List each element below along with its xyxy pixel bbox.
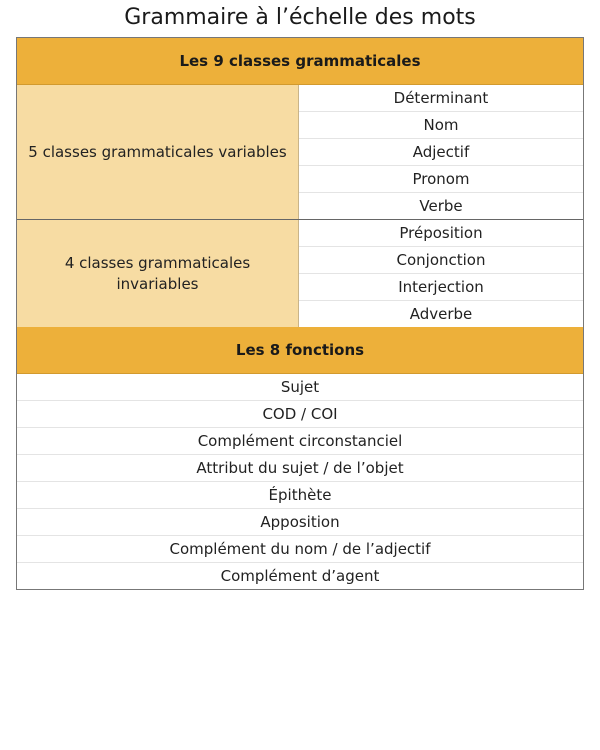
function-item-complement-du-nom: Complément du nom / de l’adjectif [17, 536, 583, 563]
functions-header: Les 8 fonctions [17, 327, 583, 374]
functions-list [17, 374, 583, 589]
classes-header: Les 9 classes grammaticales [17, 38, 583, 85]
function-item-complement-circonstanciel: Complément circonstanciel [17, 428, 583, 455]
variable-classes-list [299, 85, 583, 219]
function-item-cod-coi: COD / COI [17, 401, 583, 428]
class-item-interjection: Interjection [299, 274, 583, 301]
class-item-adverbe: Adverbe [299, 301, 583, 327]
function-item-attribut: Attribut du sujet / de l’objet [17, 455, 583, 482]
class-item-adjectif: Adjectif [299, 139, 583, 166]
grammar-table [16, 37, 584, 590]
function-item-complement-dagent: Complément d’agent [17, 563, 583, 589]
class-item-determinant: Déterminant [299, 85, 583, 112]
class-item-verbe: Verbe [299, 193, 583, 219]
function-item-sujet: Sujet [17, 374, 583, 401]
class-item-conjonction: Conjonction [299, 247, 583, 274]
class-item-preposition: Préposition [299, 220, 583, 247]
class-item-nom: Nom [299, 112, 583, 139]
page-title: Grammaire à l’échelle des mots [124, 5, 476, 30]
function-item-apposition: Apposition [17, 509, 583, 536]
function-item-epithete: Épithète [17, 482, 583, 509]
invariable-classes-label: 4 classes grammaticales invariables [17, 220, 299, 327]
variable-classes-group [17, 85, 583, 219]
class-item-pronom: Pronom [299, 166, 583, 193]
invariable-classes-list [299, 220, 583, 327]
invariable-classes-group [17, 219, 583, 327]
variable-classes-label: 5 classes grammaticales variables [17, 85, 299, 219]
